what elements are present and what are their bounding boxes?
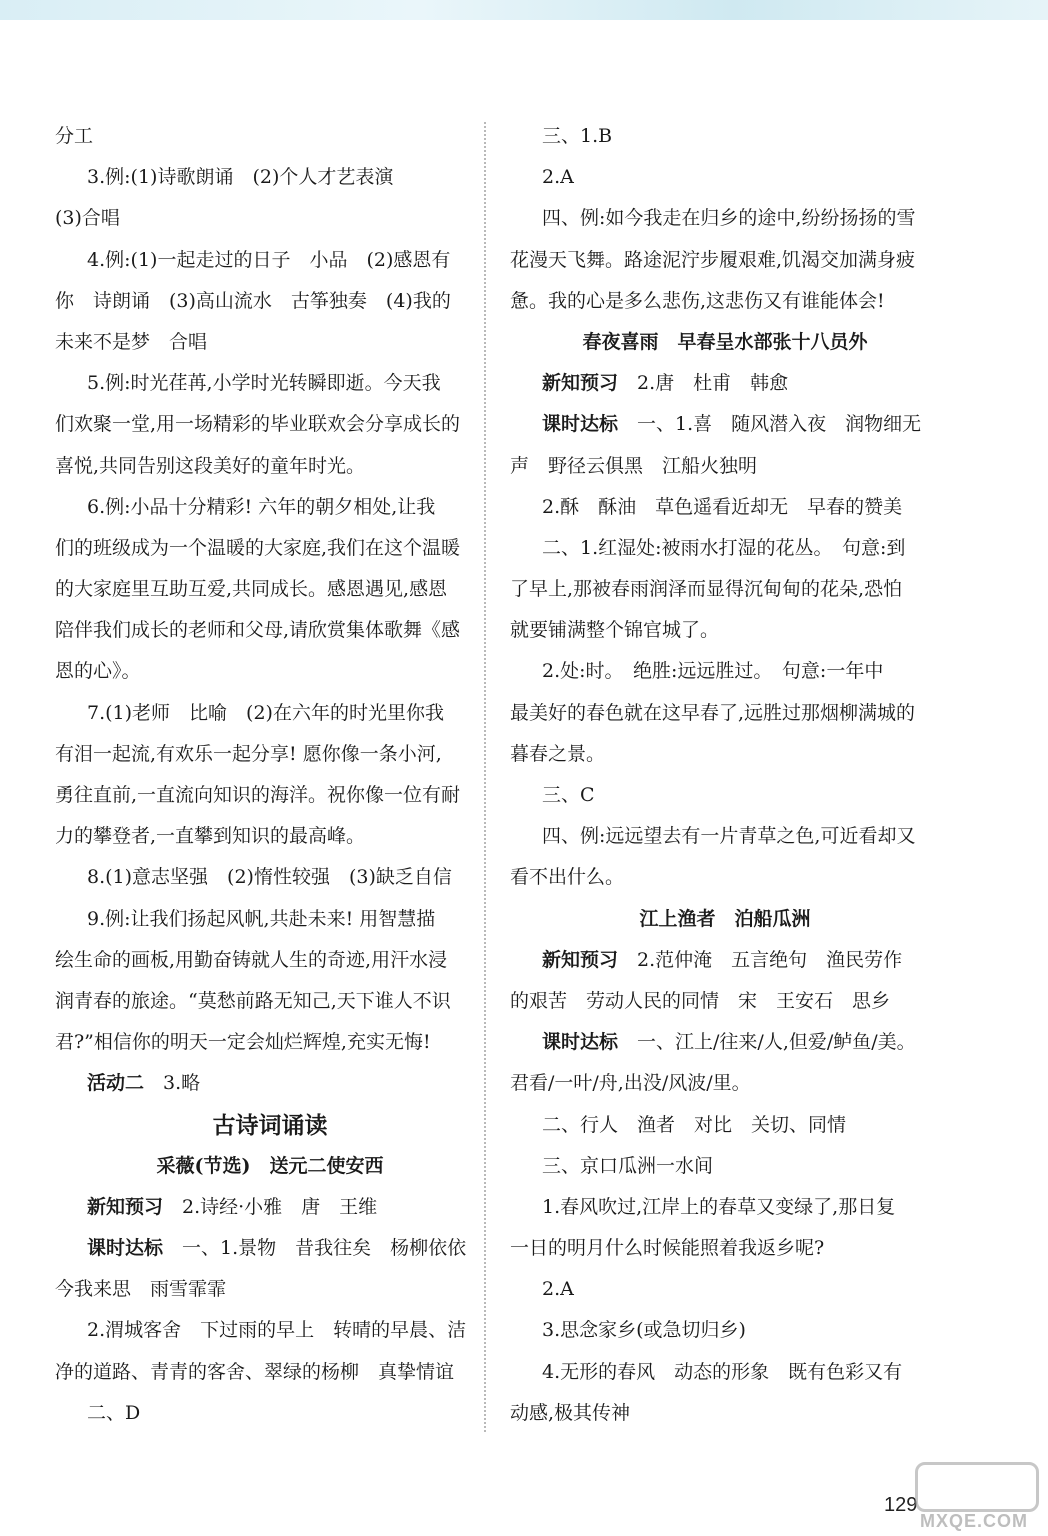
answer-line: 力的攀登者,一直攀到知识的最高峰。 <box>55 825 366 848</box>
answer-line: 2.渭城客舍 下过雨的早上 转晴的早晨、洁 <box>87 1319 467 1342</box>
answer-line: 动感,极其传神 <box>510 1401 631 1424</box>
top-decorative-band <box>0 0 1048 20</box>
answer-line: 润青春的旅途。“莫愁前路无知己,天下谁人不识 <box>55 989 451 1012</box>
answer-line <box>510 1022 940 1063</box>
answer-line: 今我来思 雨雪霏霏 <box>55 1278 227 1301</box>
right-column <box>510 116 940 1434</box>
answer-line: 2.处:时。 绝胜:远远胜过。 句意:一年中 <box>542 660 884 683</box>
column-divider <box>484 122 486 1432</box>
answer-line <box>510 363 940 404</box>
answer-line: 分工 <box>55 125 94 147</box>
answer-line: 四、例:远远望去有一片青草之色,可近看却又 <box>542 825 916 848</box>
answer-line: 勇往直前,一直流向知识的海洋。祝你像一位有耐 <box>55 784 461 806</box>
answer-text: 2.范仲淹 五言绝句 渔民劳作 <box>618 948 903 971</box>
watermark-text: MXQE.COM <box>919 1511 1028 1531</box>
page-number: 129 <box>884 1494 918 1516</box>
answer-line: 净的道路、青青的客舍、翠绿的杨柳 真挚情谊 <box>55 1360 455 1383</box>
answer-line: 暮春之景。 <box>510 742 606 765</box>
answer-line: 君?”相信你的明天一定会灿烂辉煌,充实无悔! <box>55 1031 431 1054</box>
section-title: 古诗词诵读 <box>212 1111 328 1139</box>
answer-line: 你 诗朗诵 (3)高山流水 古筝独奏 (4)我的 <box>55 289 451 312</box>
answer-line: 三、京口瓜洲一水间 <box>542 1154 714 1177</box>
watermark-stamp-icon <box>915 1462 1039 1512</box>
answer-line: 有泪一起流,有欢乐一起分享! 愿你像一条小河, <box>55 742 442 765</box>
answer-line: 二、行人 渔者 对比 关切、同情 <box>542 1113 847 1136</box>
answer-line <box>510 404 940 445</box>
poem-title: 采薇(节选) 送元二使安西 <box>156 1154 384 1177</box>
answer-line: 6.例:小品十分精彩! 六年的朝夕相处,让我 <box>87 495 436 518</box>
answer-line: 1.春风吹过,江岸上的春草又变绿了,那日复 <box>542 1195 896 1218</box>
answer-line: 最美好的春色就在这早春了,远胜过那烟柳满城的 <box>510 701 916 724</box>
answer-line: 花漫天飞舞。路途泥泞步履艰难,饥渴交加满身疲 <box>510 248 916 271</box>
poem-title: 江上渔者 泊船瓜洲 <box>639 907 811 930</box>
answer-line: 2.酥 酥油 草色遥看近却无 早春的赞美 <box>542 495 903 518</box>
answer-line: 看不出什么。 <box>510 866 625 889</box>
answer-line: 三、C <box>542 784 595 806</box>
answer-line: 3.例:(1)诗歌朗诵 (2)个人才艺表演 <box>87 166 394 189</box>
answer-line: 一日的明月什么时候能照着我返乡呢? <box>510 1237 825 1260</box>
answer-line: 7.(1)老师 比喻 (2)在六年的时光里你我 <box>87 701 444 724</box>
answer-line: 们的班级成为一个温暖的大家庭,我们在这个温暖 <box>55 536 461 559</box>
answer-line: 二、D <box>87 1401 141 1424</box>
answer-line: 惫。我的心是多么悲伤,这悲伤又有谁能体会! <box>510 289 885 312</box>
answer-line: 2.A <box>542 1278 574 1301</box>
answer-text: 一、1.喜 随风潜入夜 润物细无 <box>618 413 922 436</box>
answer-line <box>55 1187 485 1228</box>
answer-line: 声 野径云俱黑 江船火独明 <box>510 454 758 477</box>
section-label: 新知预习 <box>87 1195 164 1218</box>
answer-line <box>55 1063 485 1104</box>
poem-title: 春夜喜雨 早春呈水部张十八员外 <box>582 330 868 353</box>
answer-text: 一、1.景物 昔我往矣 杨柳依依 <box>163 1237 467 1260</box>
section-label: 新知预习 <box>542 372 619 395</box>
section-label: 课时达标 <box>87 1237 164 1260</box>
section-label: 课时达标 <box>542 413 619 436</box>
answer-line <box>510 940 940 981</box>
answer-text: 2.诗经·小雅 唐 王维 <box>163 1195 378 1218</box>
answer-line: 们欢聚一堂,用一场精彩的毕业联欢会分享成长的 <box>55 413 461 436</box>
answer-line: 5.例:时光荏苒,小学时光转瞬即逝。今天我 <box>87 372 441 395</box>
answer-text: 3.略 <box>144 1072 201 1095</box>
section-label: 新知预习 <box>542 948 619 971</box>
section-label: 活动二 <box>87 1072 145 1095</box>
answer-line: 了早上,那被春雨润泽而显得沉甸甸的花朵,恐怕 <box>510 578 903 601</box>
answer-line: 3.思念家乡(或急切归乡) <box>542 1319 746 1342</box>
answer-line: 恩的心》。 <box>55 660 141 683</box>
answer-line: 绘生命的画板,用勤奋铸就人生的奇迹,用汗水浸 <box>55 948 448 971</box>
answer-line: 8.(1)意志坚强 (2)惰性较强 (3)缺乏自信 <box>87 866 452 889</box>
answer-line: 4.无形的春风 动态的形象 既有色彩又有 <box>542 1360 903 1383</box>
watermark-logo <box>905 1460 1043 1532</box>
answer-line: 9.例:让我们扬起风帆,共赴未来! 用智慧描 <box>87 907 436 930</box>
answer-line: (3)合唱 <box>55 207 120 230</box>
answer-line: 2.A <box>542 166 574 189</box>
answer-line: 陪伴我们成长的老师和父母,请欣赏集体歌舞《感 <box>55 619 461 642</box>
answer-line: 君看/一叶/舟,出没/风波/里。 <box>510 1072 751 1095</box>
answer-text: 一、江上/往来/人,但爱/鲈鱼/美。 <box>618 1031 916 1054</box>
answer-line: 4.例:(1)一起走过的日子 小品 (2)感恩有 <box>87 248 451 271</box>
answer-line: 未来不是梦 合唱 <box>55 330 208 353</box>
answer-line: 二、1.红湿处:被雨水打湿的花丛。 句意:到 <box>542 536 906 559</box>
answer-line: 喜悦,共同告别这段美好的童年时光。 <box>55 454 366 477</box>
left-column <box>55 116 485 1434</box>
answer-line: 的大家庭里互助互爱,共同成长。感恩遇见,感恩 <box>55 578 448 601</box>
answer-line: 的艰苦 劳动人民的同情 宋 王安石 思乡 <box>510 989 891 1012</box>
answer-line: 三、1.B <box>542 125 613 147</box>
answer-line <box>55 1228 485 1269</box>
section-label: 课时达标 <box>542 1031 619 1054</box>
answer-text: 2.唐 杜甫 韩愈 <box>618 372 789 395</box>
answer-line: 四、例:如今我走在归乡的途中,纷纷扬扬的雪 <box>542 207 916 230</box>
answer-line: 就要铺满整个锦官城了。 <box>510 619 720 642</box>
